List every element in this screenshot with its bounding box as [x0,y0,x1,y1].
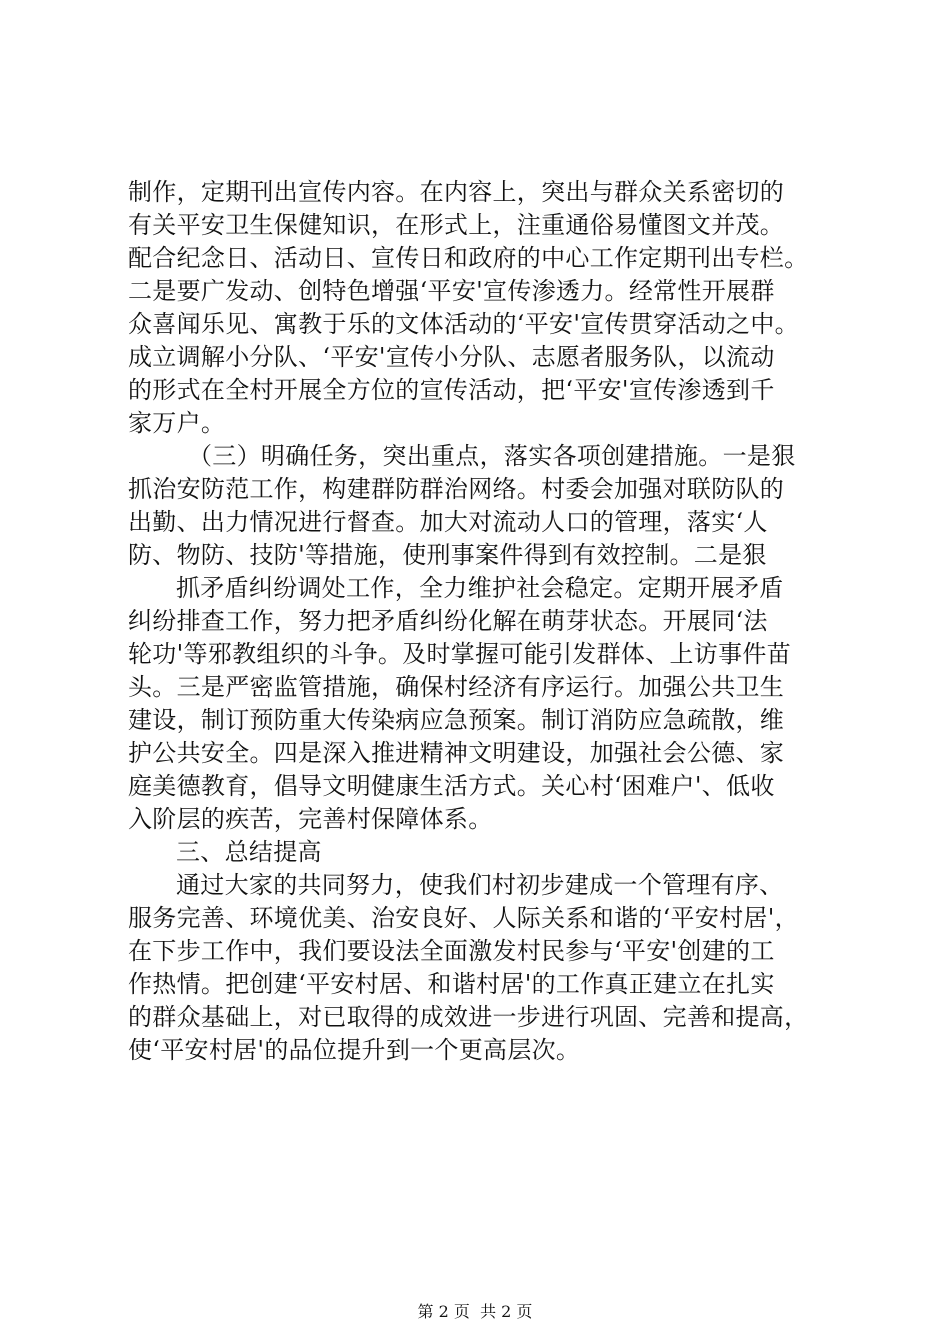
section-heading: 三、总结提高 [176,838,322,866]
document-body [128,176,828,1067]
text-line: 入阶层的疾苦，完善村保障体系。 [128,805,493,833]
text-line: 家万户。 [128,409,226,437]
text-line: 成立调解小分队、‘平安'宣传小分队、志愿者服务队，以流动 [128,343,775,371]
page-number: 第 2 页 共 2 页 [417,1302,533,1321]
text-line: 轮功'等邪教组织的斗争。及时掌握可能引发群体、上访事件苗 [128,640,791,668]
text-line: 防、物防、技防'等措施，使刑事案件得到有效控制。二是狠 [128,541,767,569]
text-line: 头。三是严密监管措施，确保村经济有序运行。加强公共卫生 [128,673,785,701]
text-line: 护公共安全。四是深入推进精神文明建设，加强社会公德、家 [128,739,785,767]
text-line-indented: 通过大家的共同努力，使我们村初步建成一个管理有序、 [176,871,784,899]
text-line: 出勤、出力情况进行督查。加大对流动人口的管理，落实‘人 [128,508,768,536]
text-line: 二是要广发动、创特色增强‘平安'宣传渗透力。经常性开展群 [128,277,775,305]
text-line: 使‘平安村居'的品位提升到一个更高层次。 [128,1036,581,1064]
text-line: 配合纪念日、活动日、宣传日和政府的中心工作定期刊出专栏。 [128,244,809,272]
text-line: 在下步工作中，我们要设法全面激发村民参与‘平安'创建的工 [128,937,775,965]
text-line: 庭美德教育，倡导文明健康生活方式。关心村‘困难户'、低收 [128,772,775,800]
text-line: 建设，制订预防重大传染病应急预案。制订消防应急疏散，维 [128,706,785,734]
text-line: 的群众基础上，对已取得的成效进一步进行巩固、完善和提高， [128,1003,809,1031]
text-line: 众喜闻乐见、寓教于乐的文体活动的‘平安'宣传贯穿活动之中。 [128,310,799,338]
text-line: 服务完善、环境优美、治安良好、人际关系和谐的‘平安村居'， [128,904,799,932]
text-line: 纠纷排查工作，努力把矛盾纠纷化解在萌芽状态。开展同‘法 [128,607,768,635]
text-line: 制作，定期刊出宣传内容。在内容上，突出与群众关系密切的 [128,178,785,206]
text-line: 有关平安卫生保健知识，在形式上，注重通俗易懂图文并茂。 [128,211,785,239]
text-line-indented: （三）明确任务，突出重点，落实各项创建措施。一是狠 [188,442,796,470]
page-footer [0,1302,950,1322]
text-line: 作热情。把创建‘平安村居、和谐村居'的工作真正建立在扎实 [128,970,775,998]
text-line: 的形式在全村开展全方位的宣传活动，把‘平安'宣传渗透到千 [128,376,775,404]
text-line: 抓治安防范工作，构建群防群治网络。村委会加强对联防队的 [128,475,785,503]
text-line-indented: 抓矛盾纠纷调处工作，全力维护社会稳定。定期开展矛盾 [176,574,784,602]
